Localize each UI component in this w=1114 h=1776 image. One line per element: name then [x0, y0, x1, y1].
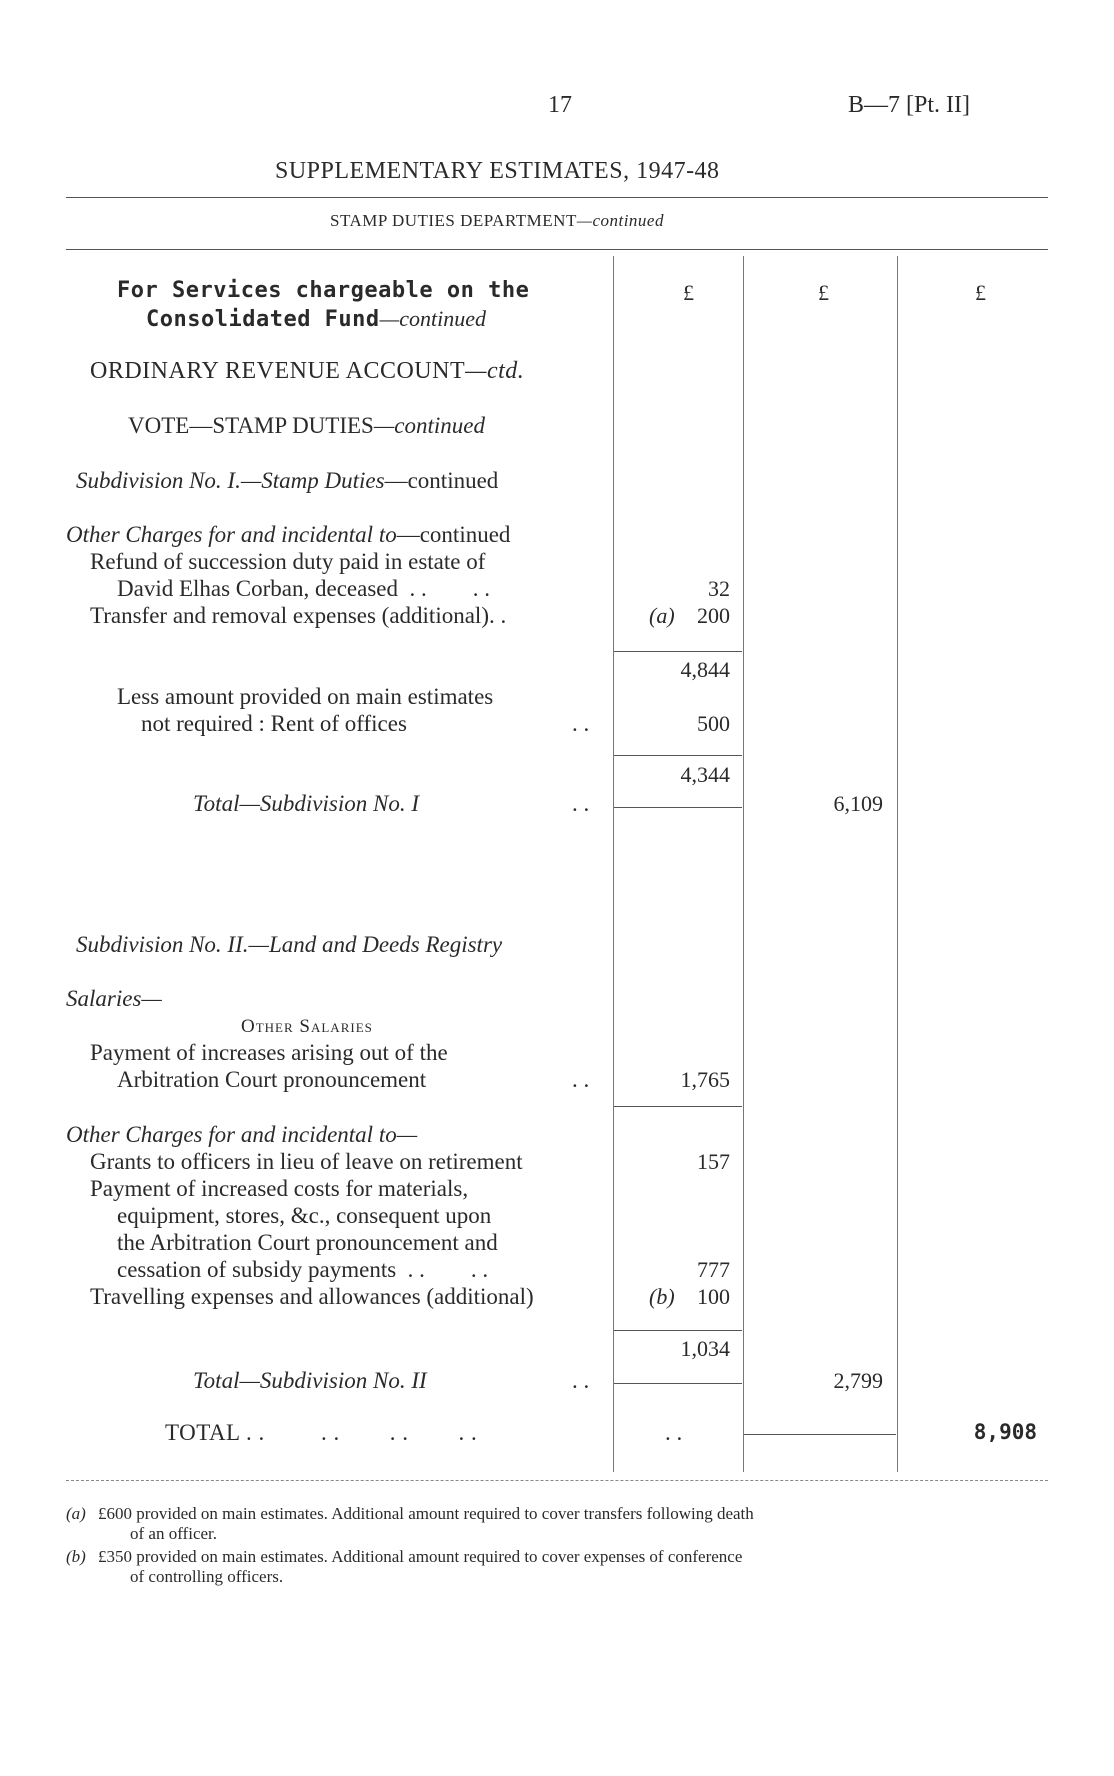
- refund-value: 32: [708, 576, 730, 601]
- department-continued: —continued: [576, 211, 664, 230]
- subdivision-2-total-value: 2,799: [833, 1368, 883, 1393]
- less-amount-value: 500: [697, 711, 730, 736]
- less-amount-line-2: not required : Rent of offices: [141, 711, 407, 736]
- payment-costs-line-1: Payment of increased costs for materials,: [90, 1176, 469, 1201]
- vote-continued: —continued: [373, 413, 485, 438]
- subdivision-1-name: Subdivision No. I.—Stamp Duties: [76, 468, 385, 493]
- section-heading-line1: For Services chargeable on the: [117, 278, 530, 303]
- subdivision-1-total-label: Total—Subdivision No. I: [193, 791, 419, 816]
- column-rule-3: [897, 256, 898, 1472]
- subtotal-rule-1: [614, 651, 742, 652]
- subdivision-2-title: Subdivision No. II.—Land and Deeds Registry: [76, 932, 503, 957]
- grand-total-col1-dots: . .: [665, 1420, 683, 1445]
- subdivision-1-total-dots: . .: [572, 791, 590, 816]
- footnote-a-mark: (a): [66, 1504, 86, 1523]
- column-rule-2: [743, 256, 744, 1472]
- salaries-value: 1,765: [680, 1067, 730, 1092]
- subdivision-1-subtotal: 4,844: [680, 657, 730, 682]
- travelling-expenses-value: 100: [697, 1284, 730, 1309]
- subdivision-2-subtotal: 1,034: [680, 1336, 730, 1361]
- transfer-expenses-note: (a): [649, 603, 675, 628]
- document-reference: B—7 [Pt. II]: [848, 92, 970, 118]
- grand-total-label: TOTAL . . . . . . . .: [165, 1420, 478, 1445]
- subdivision-2-total-label: Total—Subdivision No. II: [193, 1368, 427, 1393]
- salaries-rule: [614, 1106, 742, 1107]
- travelling-expenses-line: Travelling expenses and allowances (additional): [90, 1284, 534, 1309]
- other-salaries-label: Other Salaries: [241, 1016, 373, 1037]
- salaries-label: Salaries—: [66, 986, 162, 1011]
- subdivision-2-other-charges: Other Charges for and incidental to—: [66, 1122, 418, 1147]
- salaries-line-1: Payment of increases arising out of the: [90, 1040, 448, 1065]
- total-rule-2: [614, 1383, 742, 1384]
- footnote-b-line-2: of controlling officers.: [130, 1567, 284, 1586]
- subtotal-rule-2: [614, 1330, 742, 1331]
- subdivision-2-total-dots: . .: [572, 1368, 590, 1393]
- transfer-expenses-line: Transfer and removal expenses (additional). .: [90, 603, 507, 628]
- grants-value: 157: [697, 1149, 730, 1174]
- subdivision-1-title: [76, 468, 498, 494]
- column-rule-1: [613, 256, 614, 1472]
- account-heading: [90, 358, 524, 385]
- travelling-expenses-note: (b): [649, 1284, 675, 1309]
- payment-costs-line-2: equipment, stores, &c., consequent upon: [117, 1203, 492, 1228]
- payment-costs-value: 777: [697, 1257, 730, 1282]
- col1-unit: £: [683, 280, 694, 305]
- grants-line: Grants to officers in lieu of leave on retirement: [90, 1149, 523, 1174]
- department-heading: [330, 211, 664, 231]
- table-top-rule: [66, 249, 1048, 250]
- less-amount-line-1: Less amount provided on main estimates: [117, 684, 494, 709]
- grand-total-value: 8,908: [973, 1420, 1037, 1444]
- col3-unit: £: [975, 280, 986, 305]
- account-continued: —ctd.: [465, 358, 525, 384]
- footnote-a-line-2: of an officer.: [130, 1524, 218, 1543]
- payment-costs-line-4: cessation of subsidy payments . . . .: [117, 1257, 489, 1282]
- section-heading-fund: Consolidated Fund: [146, 307, 380, 332]
- footnote-a-line-1: £600 provided on main estimates. Additional amount required to cover transfers following death: [98, 1504, 754, 1523]
- transfer-expenses-value: 200: [697, 603, 730, 628]
- vote-heading: [128, 413, 485, 439]
- subdivision-1-other-charges: [66, 522, 510, 548]
- subdivision-1-total-value: 6,109: [833, 791, 883, 816]
- vote-name: VOTE—STAMP DUTIES: [128, 413, 374, 438]
- payment-costs-line-3: the Arbitration Court pronouncement and: [117, 1230, 498, 1255]
- page-title: SUPPLEMENTARY ESTIMATES, 1947-48: [275, 158, 720, 184]
- total-rule-1: [614, 807, 742, 808]
- title-rule: [66, 197, 1048, 198]
- grand-total-rule: [744, 1434, 896, 1435]
- page-number: 17: [548, 92, 572, 118]
- refund-line-2: David Elhas Corban, deceased . . . .: [117, 576, 491, 601]
- department-name: STAMP DUTIES DEPARTMENT: [330, 211, 577, 230]
- section-heading-line2: [146, 306, 486, 332]
- col2-unit: £: [818, 280, 829, 305]
- other-charges-continued: —continued: [396, 522, 511, 547]
- subdivision-1-continued: —continued: [384, 468, 499, 493]
- refund-line-1: Refund of succession duty paid in estate of: [90, 549, 486, 574]
- salaries-dots: . .: [572, 1067, 590, 1092]
- less-amount-dots: . .: [572, 711, 590, 736]
- other-charges-label: Other Charges for and incidental to: [66, 522, 397, 547]
- subdivision-1-net: 4,344: [680, 762, 730, 787]
- footnote-rule: [66, 1480, 1048, 1481]
- salaries-line-2: Arbitration Court pronouncement: [117, 1067, 427, 1092]
- account-name: ORDINARY REVENUE ACCOUNT: [90, 358, 466, 384]
- net-rule-1: [614, 755, 742, 756]
- footnote-b-line-1: £350 provided on main estimates. Additional amount required to cover expenses of conference: [98, 1547, 743, 1566]
- section-heading-continued: —continued: [379, 306, 486, 331]
- footnote-b-mark: (b): [66, 1547, 86, 1566]
